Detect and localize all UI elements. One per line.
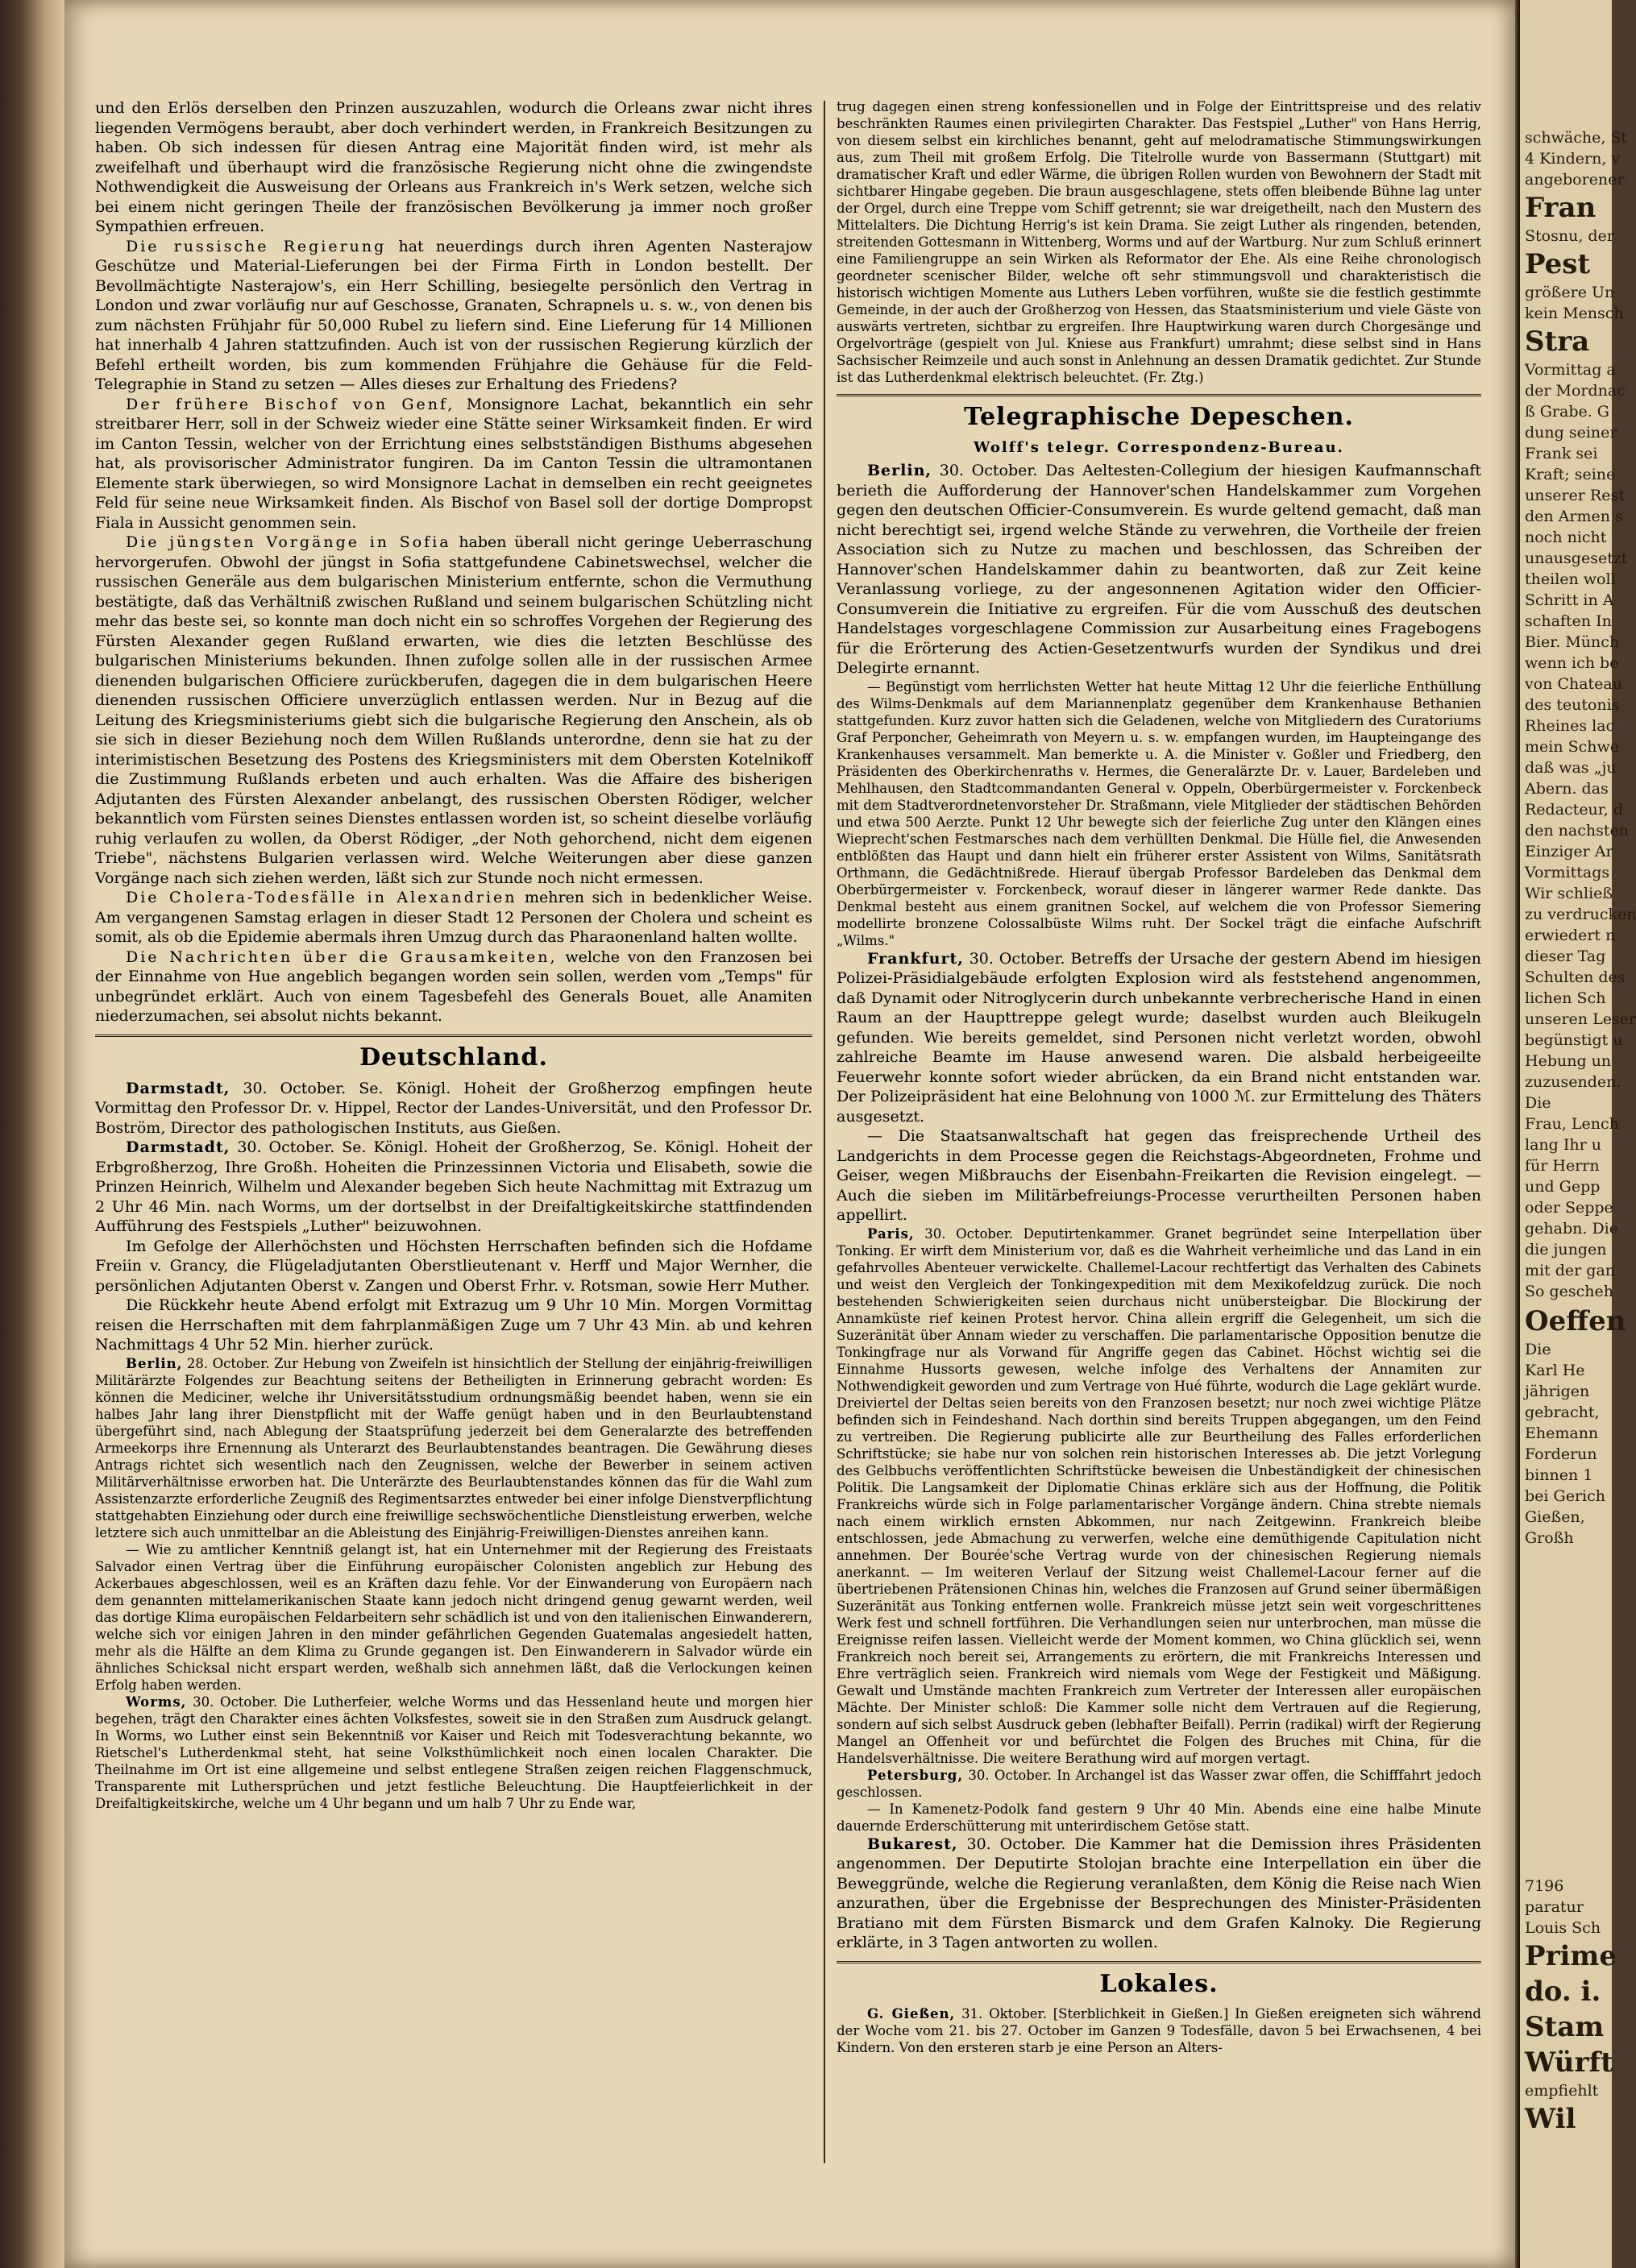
next-page-fragment: Die [1525,1341,1551,1358]
next-page-fragment: dung seiner [1525,424,1617,442]
article-lead: Die Nachrichten über die Grausamkeiten, [126,947,558,966]
next-page-fragment: kein Mensch [1525,305,1624,322]
next-page-fragment: des teutonis [1525,696,1620,714]
next-page-fragment: lang Ihr u [1525,1136,1601,1154]
article-cholera [95,888,812,947]
next-page-fragment: schwäche, St [1525,129,1628,147]
article-lead: Die russische Regierung [126,237,387,255]
next-page-fragment: Stam [1525,2011,1605,2043]
article-sofia [95,533,812,888]
article-worms [95,1694,812,1812]
next-page-fragment: Vormittag a [1525,361,1616,379]
next-page-fragment: Stosnu, der [1525,227,1614,245]
next-page-fragment: Frau, Lench [1525,1115,1619,1133]
next-page-fragment: Schulten des [1525,968,1626,986]
next-page-fragment: bei Gerich [1525,1487,1605,1505]
article-body: 31. Oktober. [Sterblichkeit in Gießen.] In Gießen ereigneten sich während der Woche vom 21. bis 27. October im Ganzen 9 Todesfälle, davon 5 bei Erwachsenen, 4 bei Kindern. Von den ersteren starb je eine Person an Alters- [837,2005,1481,2055]
next-page-fragment: ß Grabe. G [1525,403,1609,421]
next-page-fragment: Karl He [1525,1362,1585,1379]
dateline-place: Paris, [867,1225,915,1242]
section-subheading-wolff: Wolff's telegr. Correspondenz-Bureau. [974,439,1344,456]
next-page-fragment: zu verdrucken [1525,906,1636,923]
next-page-fragment: Prime [1525,1940,1617,1972]
dateline-place: Worms, [126,1694,187,1710]
dispatch-berlin [837,461,1481,678]
next-page-fragment: Redacteur, d [1525,801,1624,819]
next-page-fragment: Würft [1525,2046,1613,2079]
next-page-fragment: Großh [1525,1529,1574,1547]
next-page-fragment: erwiedert n [1525,927,1616,944]
next-page-fragment: Gießen, [1525,1508,1585,1526]
article-body: hat neuerdings durch ihren Agenten Nasterajow Geschütze und Material-Lieferungen bei der Firma Firth in London bestellt. Der Bevollmächtigte Nasterajow's, ein Herr Schilling, besiegelte persönlich den Vertrag in London und zwar vorläufig nur auf Geschosse, Granaten, Schrapnels u. s. w., von denen bis zum nächsten Frühjahr für 50,000 Rubel zu liefern sind. Eine Lieferung für 14 Millionen hat innerhalb 4 Jahren stattzufinden. Auch ist von der russischen Regierung kürzlich der Befehl ertheilt worden, bis zum kommenden Frühjahre die Gehäuse für die Feld-Telegraphie in Stand zu setzen — Alles dieses zur Erhaltung des Friedens? [95,237,812,393]
next-page-fragment: den nachsten [1525,822,1629,840]
next-page-fragment: Fran [1525,192,1597,224]
next-page-fragment: Louis Sch [1525,1919,1601,1937]
next-page-fragment: 4 Kindern, v [1525,150,1621,168]
next-page-fragment: 7196 [1525,1877,1564,1895]
article-body: 28. October. Zur Hebung von Zweifeln ist hinsichtlich der Stellung der einjährig-freiwilligen Militärärzte Folgendes zur Beachtung seitens der Betheiligten in Erinnerung gebracht worden: Es können die Mediciner, welche ihr Universitätsstudium ordnungsmäßig beendet haben, wenn sie ein halbes Jahr lang ihrer Dienstpflicht mit der Waffe genügt haben und in den Beurlaubtenstand übergeführt sind, nach Ablegung der Staatsprüfung jederzeit bei dem Generalarzte des betreffenden Armeekorps ihre Ernennung als Unterarzt des Beurlaubtenstandes beantragen. Die Gewährung dieses Antrags richtet sich wesentlich nach den Zeugnissen, welche der Bewerber in seinem activen Militärverhältnisse erworben hat. Die Unterärzte des Beurlaubtenstandes können das für die Wahl zum Assistenzarzte erforderliche Zeugniß des Regimentsarztes entweder bei einer infolge Dienstverpflichtung stattgehabten Einziehung oder durch eine freiwillige sechswöchentliche Dienstleistung erwerben, welche letztere sich auch unmittelbar an die Ableistung des Einjährig-Freiwilligen-Dienstes anreihen kann. [95,1355,812,1540]
dispatch-frankfurt-2: — Die Staatsanwaltschaft hat gegen das freisprechende Urtheil des Landgerichts in dem Processe gegen die Reichstags-Abgeordneten, Frohme und Geiser, wegen Mißbrauchs der Eisenbahn-Freikarten die Revision eingelegt. — Auch die sieben im Militärbefreiungs-Processe verurtheilten Personen haben appellirt. [837,1127,1481,1224]
article-body: mehren sich in bedenklicher Weise. Am vergangenen Samstag erlagen in dieser Stadt 12 Personen der Cholera und scheint es somit, als ob die Epidemie abermals ihren Umzug durch das Pharaonenland halten wollte. [95,889,812,946]
dateline-place: Frankfurt, [867,949,964,968]
article-source: (Fr. Ztg.) [1143,370,1204,385]
article-body: 30. October. Se. Königl. Hoheit der Großherzog, Se. Königl. Hoheit der Erbgroßherzog, Ihre Großh. Hoheiten die Prinzessinnen Victoria und Elisabeth, sowie die Prinzen Heinrich, Wilhelm und Alexander begeben Sich heute Nachmittag mit Extrazug um 2 Uhr 46 Min. nach Worms, um der dortselbst in der Dreifaltigkeitskirche stattfindenden Aufführung des Festspiels „Luther" beizuwohnen. [95,1138,812,1235]
section-heading-lokales: Lokales. [1099,1969,1219,1998]
next-page-fragment: jährigen [1525,1383,1590,1400]
dispatch-berlin-wilms: — Begünstigt vom herrlichsten Wetter hat heute Mittag 12 Uhr die feierliche Enthüllung des Wilms-Denkmals auf dem Mariannenplatz gegenüber dem Krankenhause Bethanien stattgefunden. Kurz zuvor hatten sich die Geladenen, welche von Mitgliedern des Curatoriums Graf Perponcher, Geheimrath von Meyern u. s. w. empfangen wurden, im Haupteingange des Krankenhauses versammelt. Man bemerkte u. A. die Minister v. Goßler und Friedberg, den Präsidenten des Oberkirchenraths v. Hermes, die Generalärzte Dr. v. Lauer, Bardeleben und Mehlhausen, den Stadtcommandanten General v. Oppeln, Oberbürgermeister v. Forckenbeck mit dem Stadtverordnetenvorsteher Dr. Straßmann, viele Mitglieder der städtischen Behörden und etwa 500 Aerzte. Punkt 12 Uhr bewegte sich der feierliche Zug unter den Klängen eines Wieprecht'schen Festmarsches nach dem verhüllten Denkmal. Die Hülle fiel, die Anwesenden entblößten das Haupt und dann hielt ein früherer erster Assistent von Wilms, Sanitätsrath Orthmann, die Gedächtnißrede. Hierauf übergab Professor Bardeleben das Denkmal dem Oberbürgermeister v. Forckenbeck, worauf dieser in längerer warmer Rede dankte. Das Denkmal besteht aus einem granitnen Sockel, auf welchem die von Professor Siemering modellirte bronzene Colossalbüste Wilms ruht. Der Sockel trägt die einfache Aufschrift „Wilms." [837,678,1481,948]
section-heading-telegraph: Telegraphische Depeschen. [964,403,1354,431]
article-orleans: und den Erlös derselben den Prinzen auszuzahlen, wodurch die Orleans zwar nicht ihres liegenden Vermögens beraubt, aber doch verhindert werden, in Frankreich Besitzungen zu haben. Ob sich indessen für diesen Antrag eine Majorität finden wird, ist mehr als zweifelhaft und überhaupt wird die französische Regierung nicht ohne die zwingendste Nothwendigkeit die Ausweisung der Orleans aus Frankreich in's Werk setzen, welche sich bei einem nicht geringen Theile der französischen Bevölkerung ja immer noch großer Sympathien erfreuen. [95,99,812,235]
next-page-fragment: Bier. Münch [1525,633,1620,651]
next-page-edge [1520,0,1636,2268]
next-page-fragment: noch nicht [1525,529,1607,546]
next-page-fragment: Vormittags [1525,864,1610,881]
article-body: 30. October. Betreffs der Ursache der gestern Abend im hiesigen Polizei-Präsidialgebäude erfolgten Explosion wird als feststehend angenommen, daß Dynamit oder Nitroglycerin durch unbekannte verbrecherische Hand in einen Raum an der Haupttreppe gelegt wurde; daselbst wurden auch Bleikugeln gefunden. Wie bereits gemeldet, sind Personen nicht verletzt worden, obwohl zahlreiche Beamte im Hause anwesend waren. Die alsbald herbeigeeilte Feuerwehr konnte sofort wieder abrücken, da ein Brand nicht entstanden war. Der Polizeipräsident hat eine Belohnung von 1000 ℳ. zur Ermittelung des Thäters ausgesetzt. [837,949,1481,1126]
dateline-place: Darmstadt, [126,1138,230,1156]
next-page-fragment: Ehemann [1525,1424,1599,1442]
article-worms-continued [837,98,1481,386]
article-bishop-geneva [95,395,812,533]
next-page-fragment: Kraft; seine [1525,466,1616,483]
next-page-fragment: schaften In [1525,612,1612,630]
next-page-fragment: mein Schwe [1525,738,1620,756]
next-page-fragment: der Mordnac [1525,382,1626,400]
next-page-fragment: empfiehlt [1525,2082,1599,2100]
article-darmstadt-3: Im Gefolge der Allerhöchsten und Höchsten Herrschaften befinden sich die Hofdame Freiin v. Grancy, die Flügeladjutanten Oberstlieutenant v. Herff und Major Wernher, die persönlichen Adjutanten Oberst v. Zangen und Oberst Frhr. v. Rotsman, sowie Herr Muther. [95,1237,812,1295]
dateline-place: Bukarest, [867,1835,958,1853]
next-page-fragment: wenn ich be [1525,654,1619,672]
article-body: haben überall nicht geringe Ueberraschung hervorgerufen. Obwohl der jüngst in Sofia stattgefundene Cabinetswechsel, welcher die russischen Generäle aus dem bulgarischen Ministerium entfernte, schon die Vermuthung bestätigte, daß das Verhältniß zwischen Rußland und seinem bulgarischen Schützling nicht mehr das beste sei, so konnte man doch nicht ein so schroffes Vorgehen der Regierung des Fürsten Alexander gegen Rußland erwarten, wie dies die letzten Beschlüsse des bulgarischen Ministeriums bekunden. Ihnen zufolge sollen alle in der russischen Armee dienenden bulgarischen Officiere zurückberufen, dagegen die in dem bulgarischen Heere dienenden russischen Officiere unverzüglich entlassen werden. Nur in Bezug auf die Leitung des Kriegsministeriums giebt sich die bulgarische Regierung den Anschein, als ob sie sich in dieser Beziehung noch dem Willen Rußlands unterordne, denn sie hat zu der interimistischen Besetzung des Postens des Kriegsministers mit dem Obersten Kotelnikoff die Zustimmung Rußlands erbeten und auch erhalten. Was die Affaire des bisherigen Adjutanten des Fürsten Alexander anbelangt, des russischen Obersten Rödiger, welcher bekanntlich vom Fürsten seines Dienstes entlassen worden ist, so scheint dieselbe vorläufig ruhig verlaufen zu wollen, da Oberst Rödiger, „der Noth gehorchend, nicht dem eigenen Triebe", nächstens Bulgarien verlassen wird. Welche Weiterungen aber diese ganzen Vorgänge nach sich ziehen werden, läßt sich zur Stunde noch nicht ermessen. [95,533,812,887]
next-page-fragment: lichen Sch [1525,989,1606,1007]
next-page-fragment: Hebung un [1525,1052,1612,1070]
next-page-fragment: von Chateau [1525,675,1622,693]
section-divider [837,394,1481,396]
next-page-fragment: unserer Rest [1525,487,1625,504]
next-page-fragment: Rheines lac [1525,717,1615,735]
dispatch-bukarest [837,1835,1481,1953]
next-page-fragment: Die [1525,1094,1551,1112]
next-page-fragment: und Gepp [1525,1178,1601,1196]
next-page-fragment: gehabn. Die [1525,1220,1619,1238]
next-page-fragment: binnen 1 [1525,1466,1593,1484]
next-page-fragment: Pest [1525,248,1591,280]
article-lead: Die Cholera-Todesfälle in Alexandrien [126,889,517,906]
next-page-fragment: dieser Tag [1525,947,1606,965]
article-giessen [837,2005,1481,2056]
article-body: welche von den Franzosen bei der Einnahme von Hue angeblich begangen worden sein sollen, werden vom „Temps" für unbegründet erklärt. Auch von einem Tagesbefehl des Generals Bouet, alle Anamiten niederzumachen, sei absolut nichts bekannt. [95,947,812,1025]
next-page-fragment: Stra [1525,325,1590,358]
next-page-fragment: unausgesetzt [1525,549,1628,567]
next-page-fragment: daß was „ju [1525,759,1617,777]
next-page-fragment: Forderun [1525,1445,1597,1463]
next-page-fragment: Schritt in A [1525,591,1614,609]
dispatch-paris [837,1225,1481,1767]
dispatch-petersburg [837,1767,1481,1801]
article-darmstadt-2 [95,1138,812,1237]
next-page-fragment: die jungen [1525,1241,1607,1258]
article-darmstadt-1 [95,1079,812,1138]
article-body: Monsignore Lachat, bekanntlich ein sehr streitbarer Herr, soll in der Schweiz wieder eine Stätte seiner Wirksamkeit finden. Er wird im Canton Tessin, welcher von der Errichtung eines selbstständigen Bisthums abgesehen hat, als provisorischer Administrator fungiren. Da im Canton Tessin die ultramontanen Elemente stark überwiegen, so wird Monsignore Lachat in demselben ein recht geeignetes Feld für seine neue Wirksamkeit finden. Als Bischof von Basel soll der dortige Dompropst Fiala in Aussicht genommen sein. [95,395,812,532]
next-page-fragment: Wir schließ [1525,885,1613,902]
section-divider [837,1961,1481,1963]
article-body: trug dagegen einen streng konfessionellen und in Folge der Eintrittspreise und des relativ beschränkten Raumes einen privilegirten Charakter. Das Festspiel „Luther" von Hans Herrig, von diesem selbst ein kirchliches benannt, geht auf melodramatische Stimmungswirkungen aus, zum Theil mit großem Erfolg. Die Titelrolle wurde von Bassermann (Stuttgart) mit dramatischer Kraft und edler Wärme, die übrigen Rollen wurden von Bewohnern der Stadt mit sichtbarer Hingabe gegeben. Die braun ausgeschlagene, stets offen bleibende Bühne lag unter der Orgel, durch eine Treppe vom Schiff getrennt; sie war dreigetheilt, nach den Mustern des Mittelalters. Die Dichtung Herrig's ist kein Drama. Sie zeigt Luther als ringenden, betenden, streitenden Gottesmann in Wittenberg, Worms und auf der Wartburg. Nur zum Schluß erinnert eine Familiengruppe an sein Wirken als Reformator der Ehe. Als eine Reihe chronologisch geordneter scenischer Bilder, welche oft sehr stimmungsvoll und charakteristisch die historisch wichtigen Momente aus Luthers Leben vorführen, wußte sie die festlich gestimmte Gemeinde, in der auch der Großherzog von Hessen, das Staatsministerium und viele Gäste von auswärts vertreten, sichtbar zu ergreifen. Ihre Hauptwirkung waren durch Chorgesänge und Orgelvorträge (gespielt von Jul. Kniese aus Frankfurt) umrahmt; diese selbst sind in Hans Sachsischer Reimzeile und auch sonst in Anlehnung an dessen Dramatik gedichtet. Zur Stunde ist das Lutherdenkmal elektrisch beleuchtet. [837,99,1481,385]
next-page-fragment: So gescheh [1525,1283,1614,1300]
next-page-fragment: angeborener [1525,171,1625,189]
next-page-fragment: Einziger Ar [1525,843,1613,860]
next-page-fragment: Wil [1525,2103,1576,2135]
article-body: 30. October. In Archangel ist das Wasser zwar offen, die Schifffahrt jedoch geschlossen. [837,1767,1481,1800]
dateline-place: Petersburg, [867,1767,964,1783]
article-salvador: — Wie zu amtlicher Kenntniß gelangt ist, hat ein Unternehmer mit der Regierung des Freistaats Salvador einen Vertrag über die Einführung europäischer Colonisten angeblich zur Hebung des Ackerbaues abgeschlossen, weil es an Kräften dazu fehle. Vor der Einwanderung von Europäern nach dem genannten mittelamerikanischen Staate kann jedoch nicht dringend genug gewarnt werden, weil das dortige Klima europäischen Feldarbeitern sehr schädlich ist und von den italienischen Einwanderern, welche sich vor einigen Jahren in den minder gefährlichen Gegenden Guatemalas angesiedelt hatten, mehr als die Hälfte an dem Klima zu Grunde gegangen ist. Den Einwanderern in Salvador würde ein ähnliches Schicksal nicht erspart werden, weßhalb sich annehmen läßt, daß die Verlockungen keinen Erfolg haben werden. [95,1541,812,1693]
article-body: 30. October. Deputirtenkammer. Granet begründet seine Interpellation über Tonking. Er wirft dem Ministerium vor, daß es die Wahrheit verheimliche und das Land in ein gefahrvolles Abenteuer verwickelte. Challemel-Lacour rechtfertigt das Verhalten des Cabinets und weist den Vergleich der Tonkingexpedition mit dem Mexikofeldzug zurück. Die noch bestehenden Schwierigkeiten seien durchaus nicht unübersteigbar. Die Blockirung der Annamküste rief keinen Protest hervor. China allein ergriff die Gelegenheit, um sich die Suzeränität über Annam wieder zu verschaffen. Die parlamentarische Opposition benutze die Tonkingfrage nur als Vorwand für Angriffe gegen das Cabinet. Höchst wichtig sei die Einnahme Hussorts gewesen, welche infolge des Verhaltens der Annamiten zur Nothwendigkeit geworden und zum Vertrage von Hué führte, wodurch die Lage geklärt wurde. Dreiviertel der Deltas seien bereits von den Franzosen besetzt; nur noch zwei wichtige Plätze befinden sich in Feindeshand. Nach dorthin sind bereits Truppen abgegangen, um den Feind zu vertreiben. Die Regierung publicirte alle zur Beurtheilung des Falles erforderlichen Schriftstücke; sie habe nur von solchen rein historischen Interesses ab. Die jetzt Vorlegung des Gelbbuchs veröffentlichten Schriftstücke beweisen die Unbeständigkeit der chinesischen Politik. Die Langsamkeit der Diplomatie Chinas erkläre sich aus der Hoffnung, die Politik Frankreichs würde sich in Folge parlamentarischer Vorgänge ändern. China strebte niemals nach einem wirklich ernsten Abkommen, nur nach Zeitgewinn. Frankreich bleibe entschlossen, jede Abmachung zu verwerfen, welche eine demüthigende Capitulation nicht annehmen. Der Bourée'sche Vertrag wurde von der chinesischen Regierung niemals anerkannt. — Im weiteren Verlauf der Sitzung weist Challemel-Lacour ferner auf die übertriebenen Prätensionen Chinas hin, welches die Franzosen auf Grund seiner übermäßigen Suzeränität aus Tonking entfernen wolle. Frankreich müsse jetzt sein weit vorgeschrittenes Werk fest und schnell fortführen. Die Verhandlungen seien nur unterbrochen, man müsse die Ereignisse reifen lassen. Vielleicht werde der Moment kommen, wo China glücklich sei, wenn Frankreich noch bereit sei, Arrangements zu erörtern, die mit Frankreichs Interessen und Ehre verträglich seien. Frankreich wird niemals vom Wege der Festigkeit und Mäßigung. Gewalt und Umstände machten Frankreich zum Vertreter der Interessen aller europäischen Mächte. Der Minister schloß: Die Kammer solle nicht dem Vertrauen auf die Regierung, sondern auf sich selbst Ausdruck geben (lebhafter Beifall). Perrin (radikal) wirft der Regierung Mangel an Offenheit vor und befürchtet die Folgen des Bruches mit China, für die Handelsverhältnisse. Die weitere Berathung wird auf morgen vertagt. [837,1225,1482,1766]
section-heading-deutschland: Deutschland. [359,1043,548,1072]
next-page-fragment: do. i. [1525,1976,1601,2008]
dateline-place: G. Gießen, [867,2005,956,2021]
section-divider [95,1034,812,1037]
right-column [837,98,1481,2056]
next-page-fragment: paratur [1525,1898,1584,1916]
article-body: 30. October. Se. Königl. Hoheit der Großherzog empfingen heute Vormittag den Professor Dr. v. Hippel, Rector der Landes-Universität, und den Professor Dr. Boström, Director des pathologischen Instituts, aus Gießen. [95,1079,812,1137]
book-binding [0,0,64,2268]
article-lead: Die jüngsten Vorgänge in Sofia [126,533,451,551]
article-hue [95,947,812,1026]
next-page-fragment: Oeffen [1525,1305,1626,1337]
left-column [95,98,812,1812]
article-berlin-militaeraerzte [95,1355,812,1541]
next-page-fragment: den Armen s [1525,508,1623,525]
next-page-fragment: unseren Leser [1525,1010,1636,1028]
article-body: 30. October. Das Aeltesten-Collegium der hiesigen Kaufmannschaft berieth die Aufforderung der Hannover'schen Handelskammer zum Vorgehen gegen den deutschen Officier-Consumverein. Es wurde geltend gemacht, daß man nicht berechtigt sei, irgend welche Stände zu verwehren, die Vortheile der freien Association sich zu Nutze zu machen und beschlossen, das Schreiben der Hannover'schen Handelskammer dahin zu beantworten, daß zur Zeit keine Veranlassung vorliege, zu der angesonnenen Agitation wider den Officier-Consumverein die Initiative zu ergreifen. Für die vom Ausschuß des deutschen Handelstages vorgeschlagene Commission zur Ausarbeitung eines Fragebogens für die Erörterung des Actien-Gesetzentwurfs wurden der Syndikus und drei Delegirte ernannt. [837,462,1481,677]
article-darmstadt-4: Die Rückkehr heute Abend erfolgt mit Extrazug um 9 Uhr 10 Min. Morgen Vormittag reisen die Herrschaften mit dem fahrplanmäßigen Zuge um 7 Uhr 43 Min. ab und kehren Nachmittags 4 Uhr 52 Min. hierher zurück. [95,1296,812,1354]
next-page-fragment: Frank sei [1525,445,1598,462]
article-body: 30. October. Die Lutherfeier, welche Worms und das Hessenland heute und morgen hier begehen, trägt den Charakter eines ächten Volksfestes, soweit sie in den Straßen zum Ausdruck gelangt. In Worms, wo Luther einst sein Bekenntniß vor Kaiser und Reich mit Todesverachtung bekannte, wo Rietschel's Lutherdenkmal steht, hat seine Volksthümlichkeit noch einen localen Charakter. Die Theilnahme im Ort ist eine allgemeine und selbst entlegene Straßen zeigen reichen Flaggenschmuck, Transparente mit Luthersprüchen und jetzt festliche Beleuchtung. Die Hauptfeierlichkeit in der Dreifaltigkeitskirche, welche um 4 Uhr begann und um halb 7 Uhr zu Ende war, [95,1694,812,1811]
article-russian-government [95,237,812,395]
next-page-fragment: theilen woll [1525,570,1616,588]
next-page-fragment: Abern. das [1525,780,1609,798]
next-page-fragment: größere Un [1525,284,1615,301]
dateline-place: Berlin, [867,462,932,479]
next-page-fragment: zuzusenden. [1525,1073,1621,1091]
dispatch-frankfurt [837,949,1481,1127]
dateline-place: Darmstadt, [126,1079,230,1097]
next-page-fragment: mit der gan [1525,1262,1616,1279]
next-page-fragment: oder Seppe [1525,1199,1613,1217]
next-page-fragment: begünstigt u [1525,1031,1623,1049]
article-lead: Der frühere Bischof von Genf, [126,395,455,413]
next-page-fragment: für Herrn [1525,1157,1600,1175]
column-divider [824,101,825,2163]
article-body: 30. October. Die Kammer hat die Demission ihres Präsidenten angenommen. Der Deputirte Stolojan brachte eine Interpellation ein über die Beweggründe, welche die Regierung veranlaßten, dem König die Reise nach Wien anzurathen, über die Ergebnisse der Besprechungen des Minister-Präsidenten Bratiano mit dem Fürsten Bismarck und dem Grafen Kalnoky. Die Regierung erklärte, in 3 Tagen antworten zu wollen. [837,1835,1481,1951]
dateline-place: Berlin, [126,1355,183,1371]
next-page-fragment: gebracht, [1525,1404,1600,1421]
dispatch-kamenetz: — In Kamenetz-Podolk fand gestern 9 Uhr 40 Min. Abends eine eine halbe Minute dauernde Erderschütterung mit unterirdischem Getöse statt. [837,1801,1481,1834]
